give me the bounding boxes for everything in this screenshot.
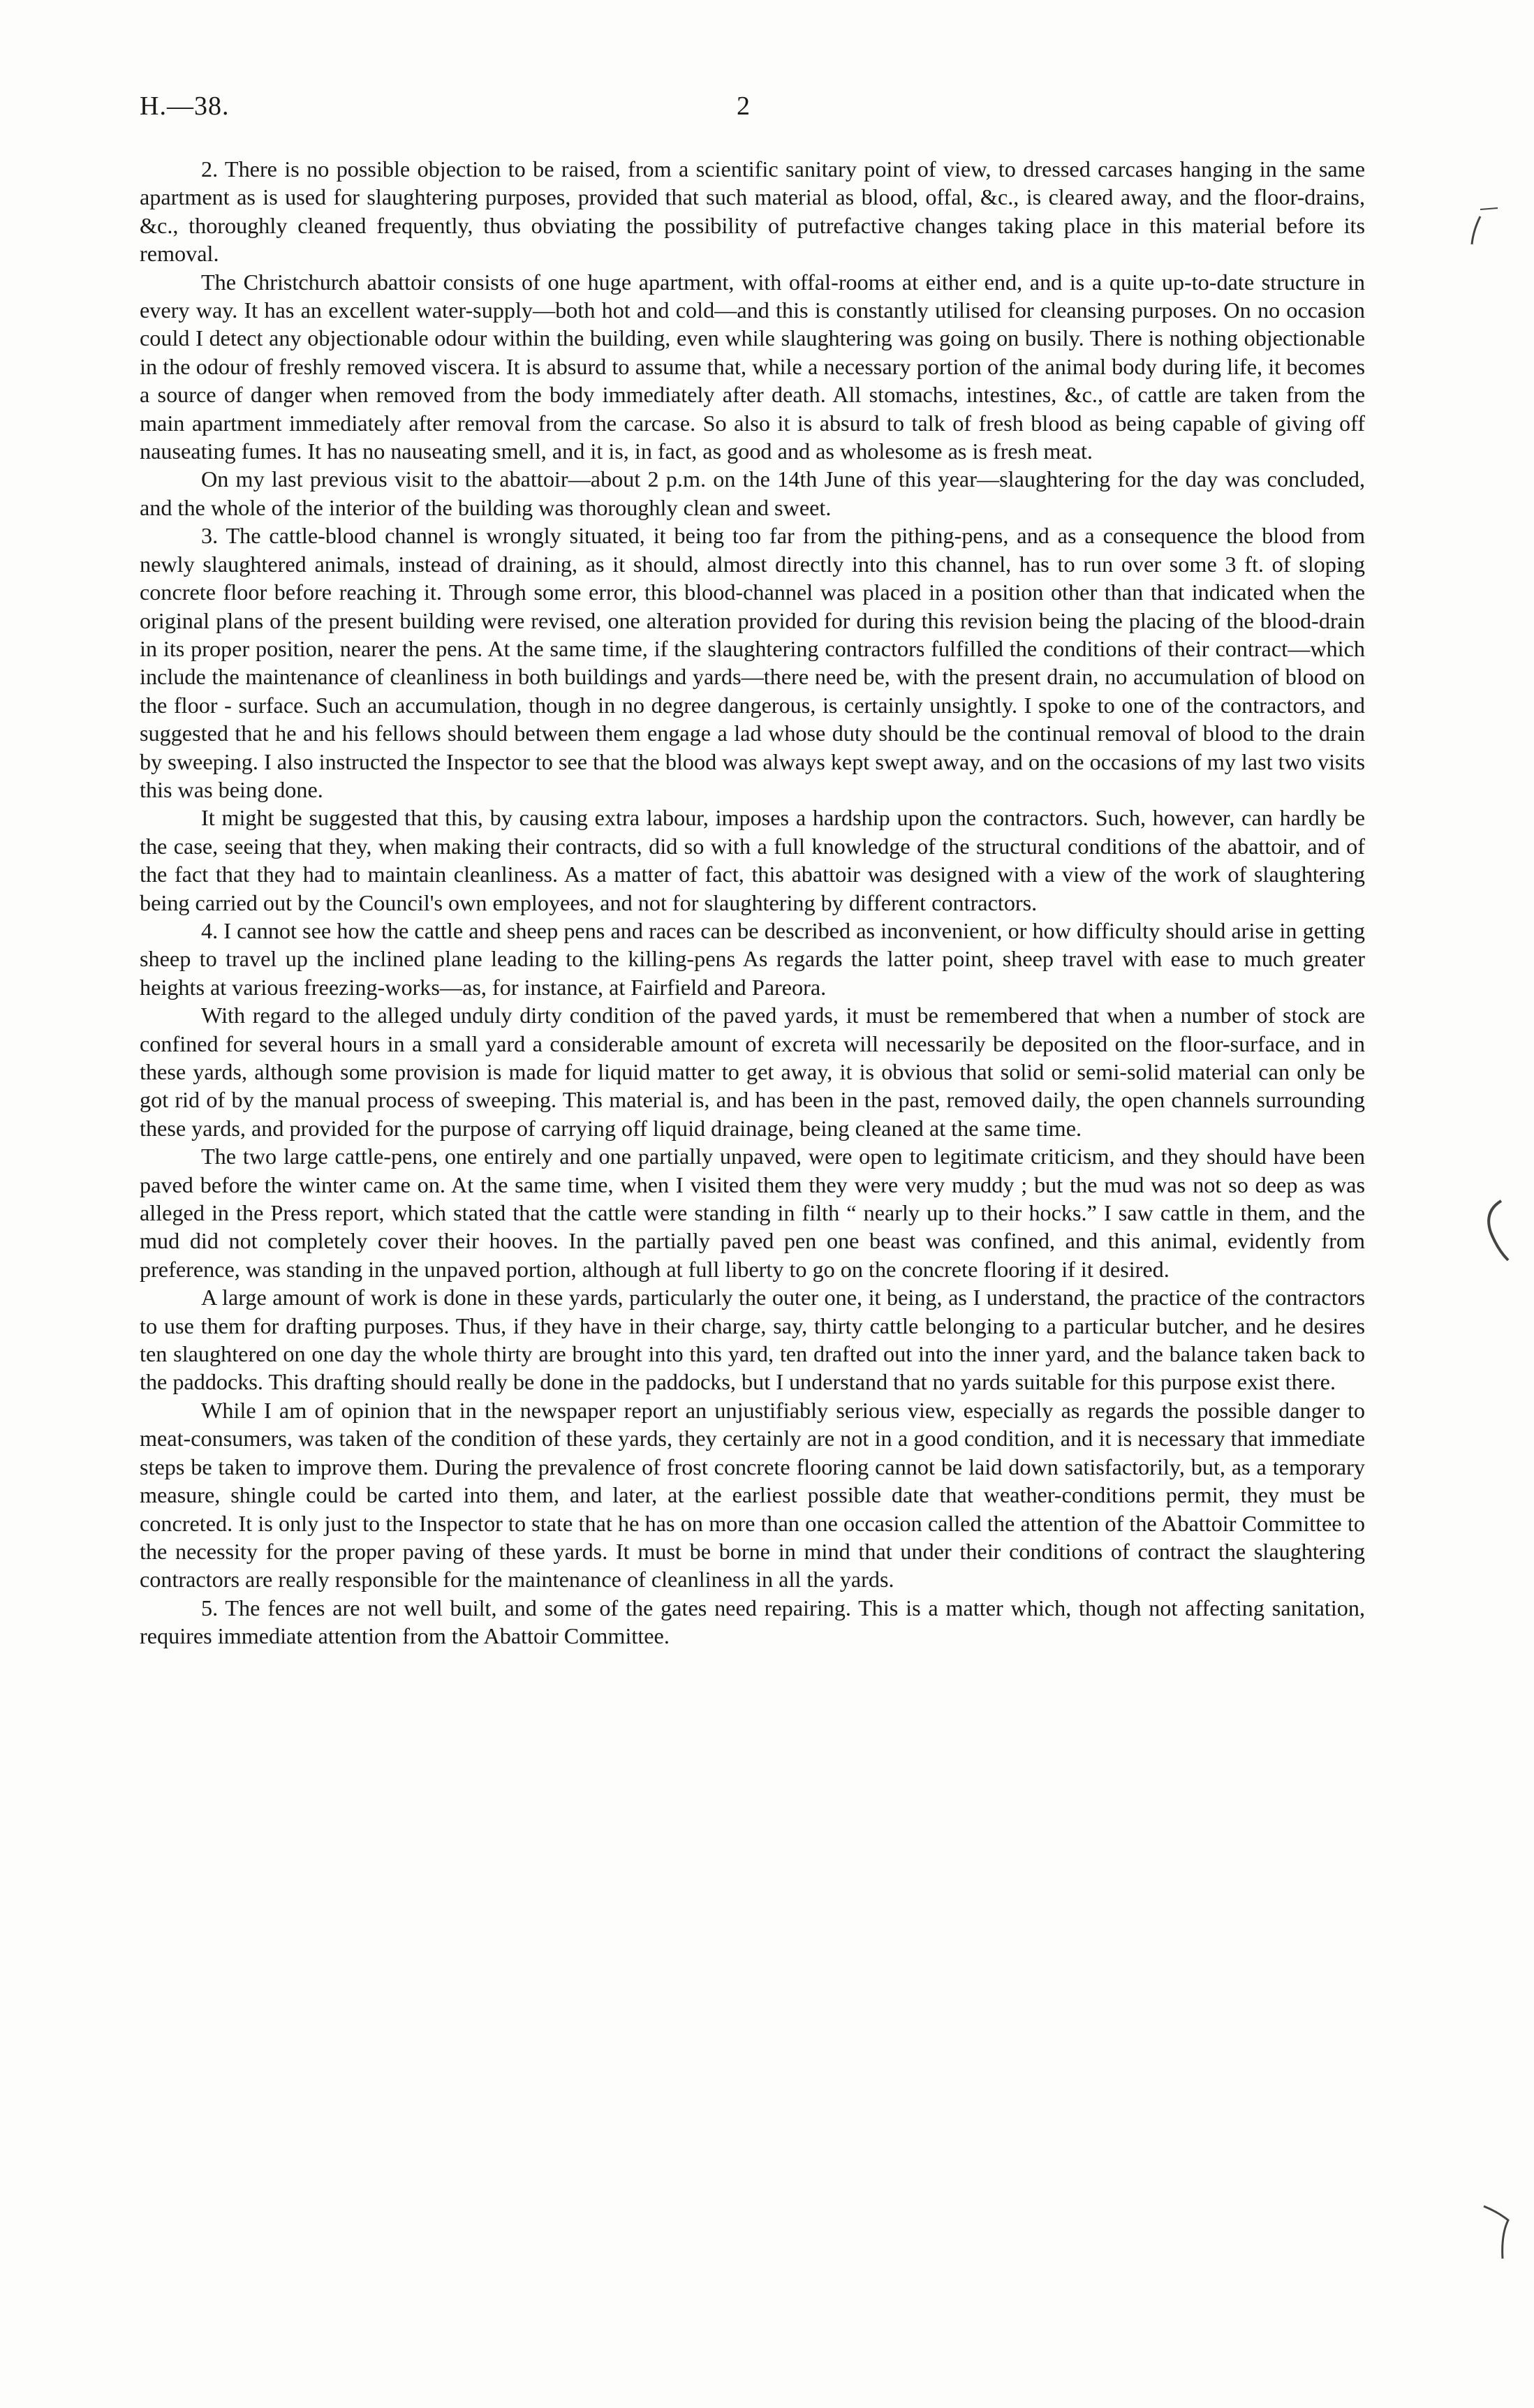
page-number: 2 — [737, 91, 750, 121]
paragraph: On my last previous visit to the abattoir—about 2 p.m. on the 14th June of this year—slaughtering for the day was concluded, and the whole of the interior of the building was thoroughly clean and sweet. — [140, 466, 1365, 520]
paragraph: 5. The fences are not well built, and some of the gates need repairing. This is a matter which, though not affecting sanitation, requires immediate attention from the Abattoir Committee. — [140, 1595, 1365, 1649]
paragraph: 2. There is no possible objection to be raised, from a scientific sanitary point of view, to dressed carcases hanging in the same apartment as is used for slaughtering purposes, provided that such material as blood, offal, &c., is cleared away, and the floor-drains, &c., thoroughly cleaned frequently, thus obviating the possibility of putrefactive changes taking place in this material before its removal. — [140, 156, 1365, 267]
paragraph: It might be suggested that this, by causing extra labour, imposes a hardship upon the contractors. Such, however, can hardly be the case, seeing that they, when making their contracts, did so with a full knowledge of the structural conditions of the abattoir, and of the fact that they had to maintain cleanliness. As a matter of fact, this abattoir was designed with a view of the work of slaughtering being carried out by the Council's own employees, and not for slaughtering by different contractors. — [140, 805, 1365, 915]
page-header — [140, 91, 1466, 133]
scan-mark — [1473, 1194, 1515, 1271]
paragraph: 3. The cattle-blood channel is wrongly situated, it being too far from the pithing-pens, and as a consequence the blood from newly slaughtered animals, instead of draining, as it should, almost directly into this channel, has to run over some 3 ft. of sloping concrete floor before reaching it. Through some error, this blood-channel was placed in a position other than that indicated when the original plans of the present building were revised, one alteration provided for during this revision being the placing of the blood-drain in its proper position, nearer the pens. At the same time, if the slaughtering contractors fulfilled the conditions of their contract—which include the maintenance of cleanliness in both buildings and yards—there need be, with the present drain, no accumulation of blood on the floor - surface. Such an accumulation, though in no degree dangerous, is certainly unsightly. I spoke to one of the contractors, and suggested that he and his fellows should between them engage a lad whose duty should be the continual removal of blood to the drain by sweeping. I also instructed the Inspector to see that the blood was always kept swept away, and on the occasions of my last two visits this was being done. — [140, 523, 1365, 802]
paragraph: A large amount of work is done in these yards, particularly the outer one, it being, as I understand, the practice of the contractors to use them for drafting purposes. Thus, if they have in their charge, say, thirty cattle belonging to a particular butcher, and he desires ten slaughtered on one day the whole thirty are brought into this yard, ten drafted out into the inner yard, and the balance taken back to the paddocks. This drafting should really be done in the paddocks, but I understand that no yards suitable for this purpose exist there. — [140, 1285, 1365, 1395]
paragraph: While I am of opinion that in the newspaper report an unjustifiably serious view, especially as regards the possible danger to meat-consumers, was taken of the condition of these yards, they certainly are not in a good condition, and it is necessary that immediate steps be taken to improve them. During the prevalence of frost concrete flooring cannot be laid down satisfactorily, but, as a temporary measure, shingle could be carted into them, and later, at the earliest possible date that weather-conditions permit, they must be concreted. It is only just to the Inspector to state that he has on more than one occasion called the attention of the Abattoir Committee to the necessity for the proper paving of these yards. It must be borne in mind that under their conditions of contract the slaughtering contractors are really responsible for the maintenance of cleanliness in all the yards. — [140, 1397, 1365, 1593]
paragraph: With regard to the alleged unduly dirty condition of the paved yards, it must be remembered that when a number of stock are confined for several hours in a small yard a considerable amount of excreta will necessarily be deposited on the floor-surface, and in these yards, although some provision is made for liquid matter to get away, it is obvious that solid or semi-solid material can only be got rid of by the manual process of sweeping. This material is, and has been in the past, removed daily, the open channels surrounding these yards, and provided for the purpose of carrying off liquid drainage, being cleaned at the same time. — [140, 1003, 1365, 1141]
scan-mark — [1466, 168, 1508, 251]
paragraph: The two large cattle-pens, one entirely and one partially unpaved, were open to legitimate criticism, and they should have been paved before the winter came on. At the same time, when I visited them they were very muddy ; but the mud was not so deep as was alleged in the Press report, which stated that the cattle were standing in filth “ nearly up to their hocks.” I saw cattle in them, and the mud did not completely cover their hooves. In the partially paved pen one beast was confined, and this animal, evidently from preference, was standing in the unpaved portion, although at full liberty to go on the concrete flooring if it desired. — [140, 1144, 1365, 1282]
document-reference: H.—38. — [140, 91, 230, 121]
paragraph: The Christchurch abattoir consists of one huge apartment, with offal-rooms at either end, and is a quite up-to-date structure in every way. It has an excellent water-supply—both hot and cold—and this is constantly utilised for cleansing purposes. On no occasion could I detect any objectionable odour within the building, even while slaughtering was going on busily. There is nothing objectionable in the odour of freshly removed viscera. It is absurd to assume that, while a necessary portion of the animal body during life, it becomes a source of danger when removed from the body immediately after death. All stomachs, intestines, &c., of cattle are taken from the main apartment immediately after removal from the carcase. So also it is absurd to talk of fresh blood as being capable of giving off nauseating fumes. It has no nauseating smell, and it is, in fact, as good and as wholesome as is fresh meat. — [140, 269, 1365, 464]
paragraph: 4. I cannot see how the cattle and sheep pens and races can be described as inconvenient, or how difficulty should arise in getting sheep to travel up the inclined plane leading to the killing-pens As regards the latter point, sheep travel with ease to much greater heights at various freezing-works—as, for instance, at Fairfield and Pareora. — [140, 917, 1365, 1000]
scan-mark — [1480, 2192, 1515, 2269]
document-body — [140, 155, 1365, 1650]
